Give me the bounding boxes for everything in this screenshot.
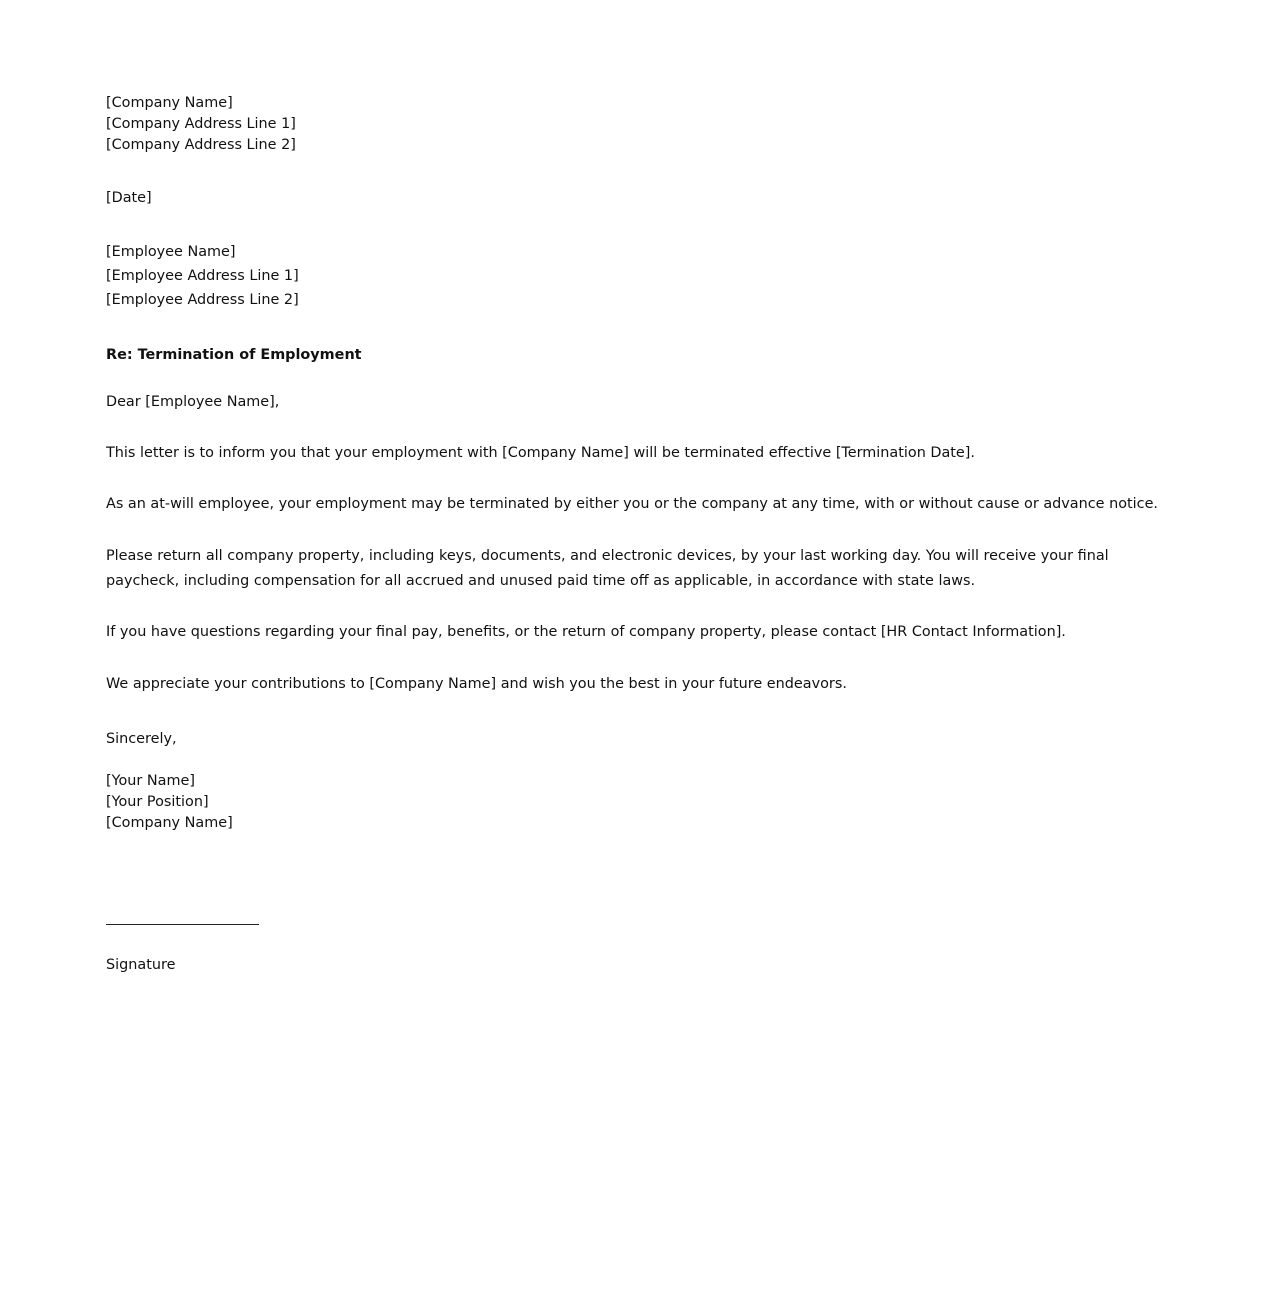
- signer-company-name: [Company Name]: [106, 815, 233, 831]
- sender-company-name: [Company Name]: [106, 95, 233, 111]
- paragraph-hr-contact: If you have questions regarding your final pay, benefits, or the return of company property, please contact [HR Contact Information].: [106, 624, 1066, 640]
- letter-date: [Date]: [106, 190, 152, 206]
- signature-line: [106, 924, 259, 925]
- salutation: Dear [Employee Name],: [106, 394, 280, 410]
- paragraph-property-return: Please return all company property, including keys, documents, and electronic devices, by your last working day. You will receive your final paycheck, including compensation for all accrued and unused paid time off as applicable, in accordance with state laws.: [106, 548, 1109, 589]
- subject-line: Re: Termination of Employment: [106, 347, 362, 363]
- closing: Sincerely,: [106, 731, 177, 747]
- sender-address-block: [106, 93, 296, 156]
- recipient-address-line-2: [Employee Address Line 2]: [106, 292, 299, 308]
- paragraph-termination-notice: This letter is to inform you that your employment with [Company Name] will be terminated effective [Termination Date].: [106, 445, 975, 461]
- signature-label: Signature: [106, 957, 176, 973]
- recipient-address-line-1: [Employee Address Line 1]: [106, 268, 299, 284]
- signer-name: [Your Name]: [106, 773, 195, 789]
- sender-address-line-2: [Company Address Line 2]: [106, 137, 296, 153]
- signer-block: [106, 771, 233, 834]
- signer-position: [Your Position]: [106, 794, 209, 810]
- sender-address-line-1: [Company Address Line 1]: [106, 116, 296, 132]
- paragraph-appreciation: We appreciate your contributions to [Company Name] and wish you the best in your future endeavors.: [106, 676, 847, 692]
- recipient-address-block: [106, 240, 299, 312]
- paragraph-at-will: As an at-will employee, your employment may be terminated by either you or the company at any time, with or without cause or advance notice.: [106, 496, 1158, 512]
- recipient-name: [Employee Name]: [106, 244, 236, 260]
